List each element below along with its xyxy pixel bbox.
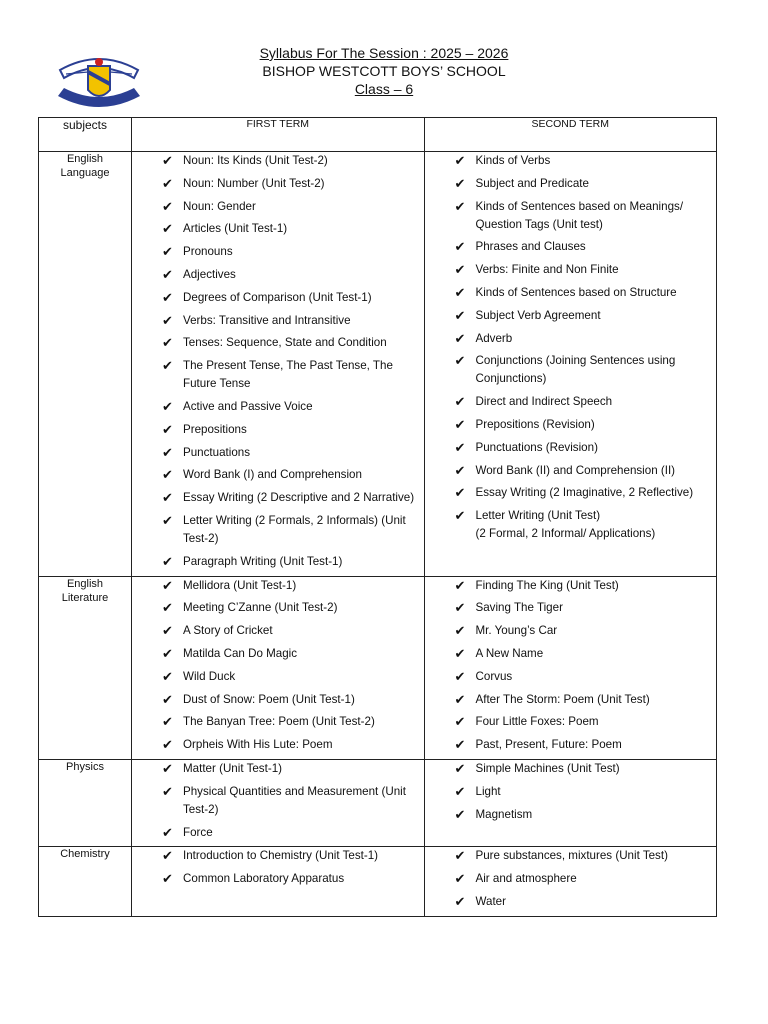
topic-item	[425, 238, 717, 256]
topic-item	[132, 824, 424, 842]
syllabus-table	[38, 117, 717, 917]
topic-item	[425, 806, 717, 824]
topic-item	[132, 668, 424, 686]
topic-item	[425, 198, 717, 234]
topic-text: Four Little Foxes: Poem	[475, 715, 599, 729]
topic-item	[132, 444, 424, 462]
topic-text: Matilda Can Do Magic	[183, 646, 298, 660]
checkmark-icon: ✔	[162, 668, 173, 684]
checkmark-icon: ✔	[454, 330, 466, 346]
checkmark-icon: ✔	[454, 394, 466, 410]
topic-text: Light	[475, 784, 501, 798]
topic-text: Air and atmosphere	[475, 872, 577, 886]
topic-item	[425, 439, 717, 457]
checkmark-icon: ✔	[162, 153, 173, 168]
checkmark-icon: ✔	[454, 307, 466, 323]
checkmark-icon: ✔	[162, 737, 173, 753]
topic-item	[132, 736, 424, 754]
checkmark-icon: ✔	[162, 691, 173, 707]
topic-text: Simple Machines (Unit Test)	[475, 761, 620, 775]
topic-text: Noun: Its Kinds (Unit Test-2)	[183, 154, 328, 167]
checkmark-icon: ✔	[162, 600, 173, 616]
subject-cell	[39, 576, 132, 759]
checkmark-icon: ✔	[162, 221, 173, 237]
topic-text: Saving The Tiger	[475, 601, 563, 615]
topic-item	[425, 622, 717, 640]
topic-item	[425, 599, 717, 617]
checkmark-icon: ✔	[454, 668, 466, 684]
subject-name: English	[66, 153, 104, 165]
topic-list	[425, 760, 717, 824]
topic-item	[425, 462, 717, 480]
topic-item	[132, 357, 424, 393]
checkmark-icon: ✔	[162, 398, 173, 414]
checkmark-icon: ✔	[454, 485, 466, 501]
topic-item	[425, 870, 717, 888]
subject-cell	[39, 759, 132, 846]
topic-text: Punctuations (Revision)	[475, 440, 598, 454]
checkmark-icon: ✔	[162, 444, 173, 460]
checkmark-icon: ✔	[454, 645, 466, 661]
session-title: Syllabus For The Session : 2025 – 2026	[259, 45, 509, 61]
checkmark-icon: ✔	[454, 153, 466, 168]
topic-text: Magnetism	[475, 807, 533, 821]
subjects-header: subjects	[39, 118, 132, 152]
topic-text: Force	[183, 825, 213, 839]
topic-text: Prepositions (Revision)	[475, 417, 595, 431]
checkmark-icon: ✔	[454, 760, 466, 776]
topic-list	[132, 152, 424, 571]
first-term-cell	[132, 759, 425, 846]
second-term-cell	[424, 759, 717, 846]
topic-text: Kinds of Sentences based on Structure	[475, 285, 677, 299]
topic-item	[425, 668, 717, 686]
checkmark-icon: ✔	[454, 353, 466, 369]
topic-text: Tenses: Sequence, State and Condition	[183, 336, 387, 350]
topic-text: Wild Duck	[183, 669, 236, 683]
topic-text: Word Bank (II) and Comprehension (II)	[475, 463, 676, 477]
topic-text: Verbs: Finite and Non Finite	[475, 263, 619, 277]
topic-item	[425, 507, 717, 543]
first-term-cell	[132, 576, 425, 759]
topic-item	[425, 713, 717, 731]
topic-text: Physical Quantities and Measurement (Unit Test-2)	[183, 784, 406, 816]
checkmark-icon: ✔	[162, 244, 173, 260]
checkmark-icon: ✔	[454, 198, 466, 214]
topic-item	[425, 645, 717, 663]
topic-item	[425, 261, 717, 279]
checkmark-icon: ✔	[454, 871, 466, 887]
subject-name: Literature	[61, 591, 109, 604]
checkmark-icon: ✔	[162, 266, 173, 282]
checkmark-icon: ✔	[454, 577, 466, 593]
topic-item	[132, 289, 424, 307]
topic-text: Past, Present, Future: Poem	[475, 738, 622, 752]
checkmark-icon: ✔	[454, 508, 466, 524]
topic-item	[425, 307, 717, 325]
checkmark-icon: ✔	[454, 239, 466, 255]
topic-text: Water	[475, 894, 506, 908]
checkmark-icon: ✔	[162, 848, 173, 864]
topic-text: Conjunctions (Joining Sentences using Conjunctions)	[475, 354, 676, 386]
topic-item	[425, 577, 717, 595]
topic-text: Noun: Gender	[183, 199, 256, 213]
topic-item	[425, 152, 717, 170]
checkmark-icon: ✔	[162, 871, 173, 887]
topic-text: A Story of Cricket	[183, 624, 273, 638]
topic-item	[132, 553, 424, 571]
topic-item	[425, 416, 717, 434]
topic-item	[425, 893, 717, 911]
subject-name: English	[66, 577, 104, 590]
table-row	[39, 152, 717, 577]
topic-text: A New Name	[475, 646, 544, 660]
topic-item	[425, 330, 717, 348]
topic-item	[132, 398, 424, 416]
topic-text: The Present Tense, The Past Tense, The Future Tense	[183, 359, 393, 391]
topic-text: Kinds of Verbs	[475, 154, 551, 167]
topic-list	[425, 847, 717, 911]
checkmark-icon: ✔	[454, 284, 466, 300]
topic-text: Corvus	[475, 669, 513, 683]
topic-item	[425, 847, 717, 865]
topic-item	[132, 599, 424, 617]
checkmark-icon: ✔	[162, 645, 173, 661]
checkmark-icon: ✔	[162, 467, 173, 483]
topic-list	[425, 152, 717, 543]
checkmark-icon: ✔	[162, 198, 173, 214]
topic-text: Kinds of Sentences based on Meanings/ Question Tags (Unit test)	[475, 199, 684, 231]
topic-item	[132, 847, 424, 865]
first-term-cell	[132, 847, 425, 916]
topic-item	[425, 393, 717, 411]
topic-text: Letter Writing (2 Formals, 2 Informals) (Unit Test-2)	[183, 513, 406, 545]
topic-text: Punctuations	[183, 445, 251, 459]
topic-text: Active and Passive Voice	[183, 399, 313, 413]
subject-name: Language	[60, 167, 110, 179]
subject-cell	[39, 847, 132, 916]
topic-text: Verbs: Transitive and Intransitive	[183, 313, 351, 327]
first-term-cell	[132, 152, 425, 577]
topic-text: Essay Writing (2 Imaginative, 2 Reflective)	[475, 486, 694, 500]
checkmark-icon: ✔	[162, 553, 173, 569]
topic-item	[132, 152, 424, 170]
topic-item	[132, 760, 424, 778]
checkmark-icon: ✔	[454, 714, 466, 730]
checkmark-icon: ✔	[162, 577, 173, 593]
topic-text: Adjectives	[183, 267, 236, 281]
class-label: Class – 6	[354, 81, 414, 97]
checkmark-icon: ✔	[454, 806, 466, 822]
first-term-header: FIRST TERM	[132, 118, 425, 152]
topic-text: Pronouns	[183, 245, 233, 259]
checkmark-icon: ✔	[162, 312, 173, 328]
checkmark-icon: ✔	[454, 623, 466, 639]
topic-text: Direct and Indirect Speech	[475, 395, 613, 409]
topic-text: Finding The King (Unit Test)	[475, 578, 619, 592]
topic-text: The Banyan Tree: Poem (Unit Test-2)	[183, 715, 375, 729]
topic-item	[132, 421, 424, 439]
topic-item	[425, 175, 717, 193]
checkmark-icon: ✔	[162, 760, 173, 776]
checkmark-icon: ✔	[454, 893, 466, 909]
subject-cell	[39, 152, 132, 577]
checkmark-icon: ✔	[162, 783, 173, 799]
topic-item	[425, 736, 717, 754]
topic-item	[132, 312, 424, 330]
topic-text: Prepositions	[183, 422, 247, 436]
topic-text: Essay Writing (2 Descriptive and 2 Narrative)	[183, 491, 415, 505]
topic-text: Introduction to Chemistry (Unit Test-1)	[183, 849, 379, 863]
document-header	[0, 44, 768, 98]
topic-item	[425, 484, 717, 502]
topic-item	[132, 489, 424, 507]
checkmark-icon: ✔	[162, 175, 173, 191]
checkmark-icon: ✔	[162, 824, 173, 840]
topic-item	[425, 783, 717, 801]
second-term-cell	[424, 576, 717, 759]
topic-item	[132, 622, 424, 640]
topic-text: Common Laboratory Apparatus	[183, 872, 345, 886]
topic-item	[132, 870, 424, 888]
checkmark-icon: ✔	[454, 783, 466, 799]
checkmark-icon: ✔	[162, 714, 173, 730]
topic-item	[425, 284, 717, 302]
checkmark-icon: ✔	[454, 262, 466, 278]
topic-item	[132, 198, 424, 216]
topic-text: Dust of Snow: Poem (Unit Test-1)	[183, 692, 355, 706]
topic-text: Orpheis With His Lute: Poem	[183, 738, 333, 752]
topic-text: Paragraph Writing (Unit Test-1)	[183, 554, 343, 568]
checkmark-icon: ✔	[162, 335, 173, 351]
topic-text: Phrases and Clauses	[475, 240, 586, 254]
topic-item	[132, 175, 424, 193]
topic-item	[132, 466, 424, 484]
checkmark-icon: ✔	[454, 600, 466, 616]
topic-text: Articles (Unit Test-1)	[183, 222, 288, 236]
topic-item	[425, 691, 717, 709]
subject-name: Chemistry	[60, 848, 110, 861]
topic-item	[132, 783, 424, 819]
topic-item	[132, 691, 424, 709]
topic-item	[132, 243, 424, 261]
checkmark-icon: ✔	[454, 737, 466, 753]
checkmark-icon: ✔	[162, 512, 173, 528]
checkmark-icon: ✔	[454, 848, 466, 864]
topic-text: Mr. Young’s Car	[475, 624, 558, 638]
checkmark-icon: ✔	[454, 691, 466, 707]
second-term-header: SECOND TERM	[424, 118, 717, 152]
topic-list	[425, 577, 717, 755]
topic-item	[132, 266, 424, 284]
second-term-cell	[424, 152, 717, 577]
checkmark-icon: ✔	[162, 623, 173, 639]
school-name: BISHOP WESTCOTT BOYS’ SCHOOL	[262, 63, 506, 79]
topic-item	[132, 645, 424, 663]
subject-name: Physics	[66, 760, 104, 773]
checkmark-icon: ✔	[454, 416, 466, 432]
topic-text: Letter Writing (Unit Test) (2 Formal, 2 Informal/ Applications)	[475, 509, 656, 541]
topic-text: Adverb	[475, 331, 513, 345]
topic-list	[132, 847, 424, 888]
topic-text: Word Bank (I) and Comprehension	[183, 468, 362, 482]
checkmark-icon: ✔	[162, 289, 173, 305]
topic-item	[425, 760, 717, 778]
topic-item	[132, 220, 424, 238]
topic-item	[132, 577, 424, 595]
checkmark-icon: ✔	[162, 358, 173, 374]
topic-item	[132, 334, 424, 352]
table-row	[39, 847, 717, 916]
topic-item	[132, 713, 424, 731]
topic-text: Degrees of Comparison (Unit Test-1)	[183, 290, 372, 304]
topic-text: Pure substances, mixtures (Unit Test)	[475, 849, 668, 863]
second-term-cell	[424, 847, 717, 916]
topic-list	[132, 577, 424, 755]
topic-text: Matter (Unit Test-1)	[183, 761, 282, 775]
topic-text: After The Storm: Poem (Unit Test)	[475, 692, 650, 706]
table-row	[39, 759, 717, 846]
topic-text: Subject Verb Agreement	[475, 308, 601, 322]
table-row	[39, 576, 717, 759]
topic-text: Subject and Predicate	[475, 176, 589, 190]
topic-text: Mellidora (Unit Test-1)	[183, 578, 297, 592]
topic-item	[425, 352, 717, 388]
checkmark-icon: ✔	[162, 421, 173, 437]
checkmark-icon: ✔	[454, 175, 466, 191]
topic-item	[132, 512, 424, 548]
topic-text: Meeting C’Zanne (Unit Test-2)	[183, 601, 338, 615]
checkmark-icon: ✔	[162, 490, 173, 506]
checkmark-icon: ✔	[454, 439, 466, 455]
checkmark-icon: ✔	[454, 462, 466, 478]
topic-list	[132, 760, 424, 842]
table-header-row	[39, 118, 717, 152]
topic-text: Noun: Number (Unit Test-2)	[183, 176, 325, 190]
